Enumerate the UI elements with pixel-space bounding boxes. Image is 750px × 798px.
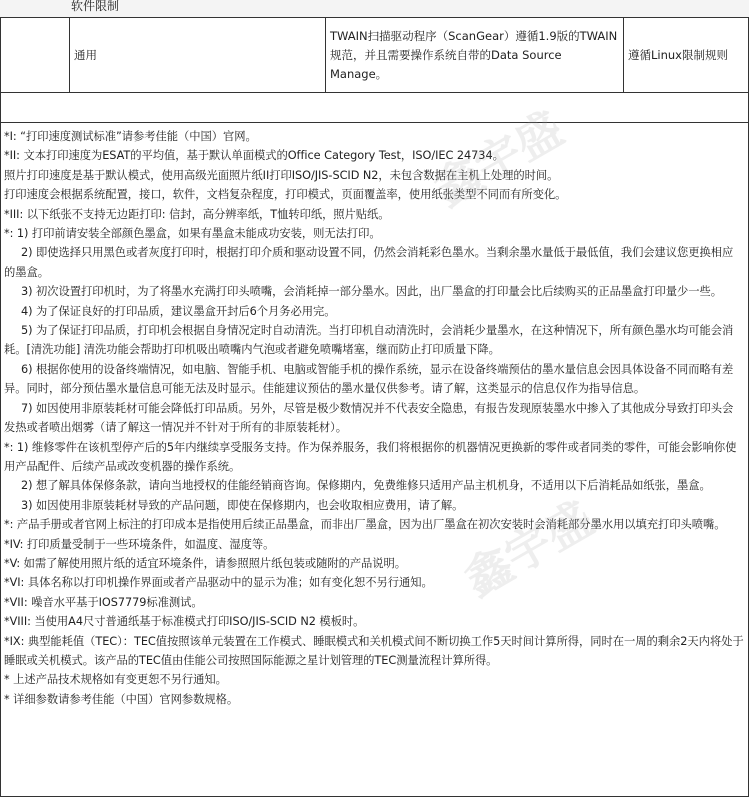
table-row [0, 18, 749, 93]
footnote: * 详细参数请参考佳能（中国）官网参数规格。 [4, 692, 239, 706]
footnote: 5) 为了保证打印品质，打印机会根据自身情况定时自动清洗。当打印机自动清洗时，会消耗少量墨水，在这种情况下，所有颜色墨水均可能会消耗。[清洗功能] 清洗功能会帮助打印机吸出喷嘴内气泡或者避免喷嘴堵塞，继而防止打印质量下降。 [4, 324, 734, 357]
footnote: *VI: 具体名称以打印机操作界面或者产品驱动中的显示为准；如有变化恕不另行通知。 [4, 576, 433, 590]
footnote: 打印速度会根据系统配置，接口，软件，文档复杂程度，打印模式，页面覆盖率，使用纸张类型不同而有所变化。 [4, 188, 567, 202]
footnote: 3) 如因使用非原装耗材导致的产品问题，即使在保修期内，也会收取相应费用，请了解。 [20, 498, 464, 512]
footnote: 4) 为了保证良好的打印品质，建议墨盒开封后6个月务必用完。 [20, 304, 336, 318]
footnote: 2) 想了解具体保修条款，请向当地授权的佳能经销商咨询。保修期内，免费维修只适用产品主机机身，不适用以下后消耗品如纸张，墨盒。 [20, 479, 711, 493]
footnote: *VII: 噪音水平基于IOS7779标准测试。 [4, 595, 203, 609]
footnote: *IX: 典型能耗值（TEC）：TEC值按照该单元装置在工作模式、睡眠模式和关机模式间不断切换工作5天时间计算所得，同时在一周的剩余2天内将处于睡眠或关机模式。该产品的TEC值由佳能公司按照国际能源之星计划管理的TEC测量流程计算所得。 [4, 634, 744, 667]
footnote: 照片打印速度是基于默认模式，使用高级光面照片纸II打印ISO/JIS-SCID N2，未包含数据在主机上处理的时间。 [4, 168, 559, 182]
footnote: *IV: 打印质量受制于一些环境条件，如温度、湿度等。 [4, 537, 275, 551]
row-label-cell [0, 18, 69, 92]
footnote: 7) 如因使用非原装耗材可能会降低打印品质。另外，尽管是极少数情况并不代表安全隐患，有报告发现原装墨水中掺入了其他成分导致打印头会发热或者喷出烟雾（请了解这一情况并不针对于所有的非原装耗材）。 [4, 401, 734, 435]
linux-note-cell: 遵循Linux限制规则 [623, 18, 749, 92]
watermark: 鑫宇盛 [455, 491, 603, 607]
footnote: *V: 如需了解使用照片纸的适宜环境条件，请参照照片纸包装或随附的产品说明。 [4, 556, 407, 570]
footnote: *VIII: 当使用A4尺寸普通纸基于标准模式打印ISO/JIS-SCID N2 模板时。 [4, 615, 365, 629]
description-cell: TWAIN扫描驱动程序（ScanGear）遵循1.9版的TWAIN规范，并且需要操作系统自带的Data Source Manage。 [325, 18, 623, 92]
table-spacer-row [0, 93, 749, 123]
watermark: 鑫宇盛 [425, 101, 573, 217]
footnote: *: 1) 打印前请安装全部颜色墨盒，如果有墨盒未能成功安装，则无法打印。 [4, 227, 381, 241]
footnote: *II: 文本打印速度为ESAT的平均值，基于默认单面模式的Office Category Test，ISO/IEC 24734。 [4, 149, 504, 163]
footnote: *I: “打印速度测试标准”请参考佳能（中国）官网。 [4, 130, 257, 143]
footnote: 3) 初次设置打印机时，为了将墨水充满打印头喷嘴，会消耗掉一部分墨水。因此，出厂墨盒的打印量会比后续购买的正品墨盒打印量少一些。 [20, 285, 723, 299]
footnote: *III: 以下纸张不支持无边距打印: 信封，高分辨率纸，T恤转印纸，照片贴纸。 [4, 207, 390, 221]
section-title: 软件限制 [71, 0, 120, 13]
table-header-row [0, 0, 749, 18]
footnotes [4, 127, 744, 709]
footnote: *: 1) 维修零件在该机型停产后的5年内继续享受服务支持。作为保养服务，我们将根据你的机器情况更换新的零件或者同类的零件，可能会影响你使用产品配件、后续产品或改变机器的操作系统。 [4, 440, 737, 473]
footnote: 6) 根据你使用的设备终端情况，如电脑、智能手机、电脑或智能手机的操作系统，显示在设备终端预估的墨水量信息会因具体设备不同而略有差异。同时，部分预估墨水量信息可能无法及时显示。佳能建议预估的墨水量仅供参考。请了解，这类显示的信息仅作为指导信息。 [4, 362, 734, 396]
footnote: 2) 即使选择只用黑色或者灰度打印时，根据打印介质和驱动设置不同，仍然会消耗彩色墨水。当剩余墨水量低于最低值，我们会建议您更换相应的墨盒。 [4, 246, 734, 279]
category-cell: 通用 [69, 18, 325, 92]
footnote: *: 产品手册或者官网上标注的打印成本是指使用后续正品墨盒，而非出厂墨盒，因为出厂墨盒在初次安装时会消耗部分墨水用以填充打印头喷嘴。 [4, 518, 726, 532]
footnote: * 上述产品技术规格如有变更恕不另行通知。 [4, 673, 227, 687]
